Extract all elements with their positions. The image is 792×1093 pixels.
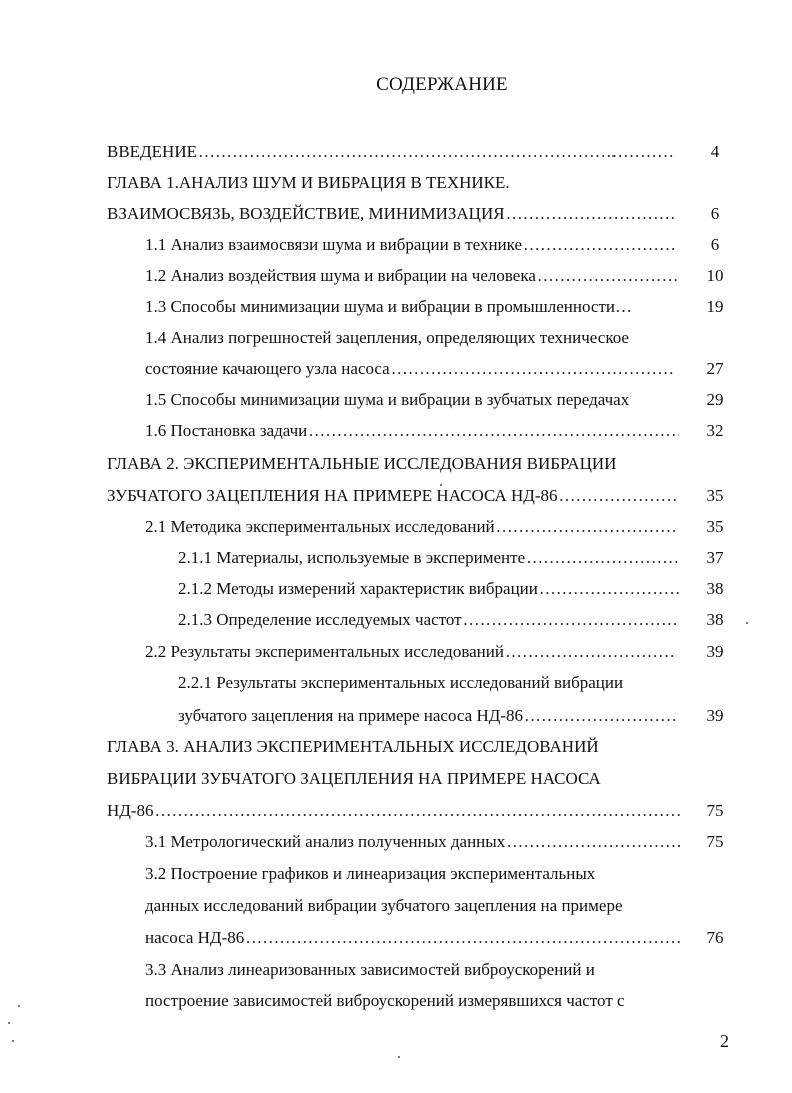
toc-entry-page: 6 xyxy=(710,204,720,223)
toc-entry-page: 29 xyxy=(706,390,724,409)
toc-entry-1-1[interactable] xyxy=(145,229,675,260)
leader-dots xyxy=(307,415,679,446)
toc-entry-page: 35 xyxy=(706,517,724,536)
toc-entry-3-2-line-1[interactable]: 3.2 Построение графиков и линеаризация экспериментальных xyxy=(145,864,596,883)
page-title: СОДЕРЖАНИЕ xyxy=(376,74,508,95)
toc-entry-text: ВВЕДЕНИЕ xyxy=(107,142,197,161)
toc-entry-3-2-line-3[interactable] xyxy=(145,922,681,953)
toc-entry-chapter-1-line-1[interactable]: ГЛАВА 1.АНАЛИЗ ШУМ И ВИБРАЦИЯ В ТЕХНИКЕ. xyxy=(107,173,510,192)
scan-speck xyxy=(18,1005,20,1007)
toc-entry-2-1-1[interactable] xyxy=(178,542,680,573)
leader-dots xyxy=(558,480,679,511)
toc-entry-text: насоса НД-86 xyxy=(145,928,245,947)
toc-entry-text: 1.1 Анализ взаимосвязи шума и вибрации в технике xyxy=(145,235,523,254)
toc-entry-page: 19 xyxy=(706,297,724,316)
toc-entry-page: 32 xyxy=(706,421,724,440)
leader-dots xyxy=(462,604,680,635)
toc-entry-text: ВЗАИМОСВЯЗЬ, ВОЗДЕЙСТВИЕ, МИНИМИЗАЦИЯ xyxy=(107,204,505,223)
toc-entry-page: 38 xyxy=(706,579,724,598)
toc-entry-3-3-line-1[interactable]: 3.3 Анализ линеаризованных зависимостей виброускорений и xyxy=(145,960,595,979)
scan-speck xyxy=(440,484,442,486)
toc-entry-chapter-3-line-2[interactable]: ВИБРАЦИИ ЗУБЧАТОГО ЗАЦЕПЛЕНИЯ НА ПРИМЕРЕ НАСОСА xyxy=(107,769,601,788)
toc-entry-2-2-1-line-1[interactable]: 2.2.1 Результаты экспериментальных исследований вибрации xyxy=(178,673,624,692)
toc-entry-page: 37 xyxy=(706,548,724,567)
leader-dots xyxy=(536,260,679,291)
toc-entry-2-2-1-line-2[interactable] xyxy=(178,700,676,731)
toc-entry-text: 2.1.2 Методы измерений характеристик вибрации xyxy=(178,579,538,598)
toc-entry-text: 1.6 Постановка задачи xyxy=(145,421,308,440)
toc-entry-text: зубчатого зацепления на примере насоса НД-86 xyxy=(178,706,523,725)
toc-entry-text: 2.2 Результаты экспериментальных исследований xyxy=(145,642,504,661)
toc-entry-page: 4 xyxy=(710,142,720,161)
toc-entry-1-2[interactable] xyxy=(145,260,679,291)
toc-entry-text: 2.1.1 Материалы, используемые в эксперименте xyxy=(178,548,526,567)
toc-entry-1-5[interactable]: 1.5 Способы минимизации шума и вибрации в зубчатых передачах xyxy=(145,390,630,409)
page-number: 2 xyxy=(720,1031,729,1051)
toc-entry-page: 6 xyxy=(710,235,720,254)
toc-entry-chapter-3-line-3[interactable] xyxy=(107,795,681,826)
toc-entry-page: 35 xyxy=(706,486,724,505)
leader-dots xyxy=(522,229,675,260)
toc-entry-introduction[interactable] xyxy=(107,136,675,167)
toc-entry-text: 1.2 Анализ воздействия шума и вибрации на человека xyxy=(145,266,536,285)
toc-entry-1-4-line-2[interactable] xyxy=(145,353,675,384)
toc-entry-2-2[interactable] xyxy=(145,636,677,667)
toc-entry-1-4-line-1[interactable]: 1.4 Анализ погрешностей зацепления, определяющих техническое xyxy=(145,328,629,347)
toc-entry-text: 3.1 Метрологический анализ полученных данных xyxy=(145,832,506,851)
toc-entry-2-1-2[interactable] xyxy=(178,573,680,604)
leader-dots xyxy=(504,636,677,667)
toc-entry-page: 39 xyxy=(706,642,724,661)
toc-entry-2-1[interactable] xyxy=(145,511,677,542)
scan-speck xyxy=(12,1040,14,1042)
leader-dots xyxy=(523,700,676,731)
leader-dots xyxy=(505,198,675,229)
leader-dots xyxy=(525,542,680,573)
toc-entry-page: 38 xyxy=(706,610,724,629)
toc-entry-1-3[interactable]: 1.3 Способы минимизации шума и вибрации в промышленности… xyxy=(145,297,632,316)
leader-dots xyxy=(505,826,681,857)
toc-entry-3-2-line-2[interactable]: данных исследований вибрации зубчатого зацепления на примере xyxy=(145,896,623,915)
toc-entry-text: состояние качающего узла насоса xyxy=(145,359,390,378)
toc-entry-text: НД-86 xyxy=(107,801,154,820)
toc-entry-1-6[interactable] xyxy=(145,415,679,446)
toc-entry-chapter-2-line-1[interactable]: ГЛАВА 2. ЭКСПЕРИМЕНТАЛЬНЫЕ ИССЛЕДОВАНИЯ ВИБРАЦИИ xyxy=(107,454,617,473)
toc-entry-text: 2.1.3 Определение исследуемых частот xyxy=(178,610,462,629)
toc-entry-2-1-3[interactable] xyxy=(178,604,680,635)
leader-dots xyxy=(495,511,677,542)
leader-dots xyxy=(197,136,675,167)
toc-entry-3-3-line-2[interactable]: построение зависимостей виброускорений измерявшихся частот с xyxy=(145,991,625,1010)
scan-speck xyxy=(746,622,748,624)
toc-entry-chapter-2-line-2[interactable] xyxy=(107,480,679,511)
toc-entry-text: 2.1 Методика экспериментальных исследований xyxy=(145,517,495,536)
leader-dots xyxy=(244,922,681,953)
toc-entry-page: 39 xyxy=(706,706,724,725)
toc-entry-page: 10 xyxy=(706,266,724,285)
toc-entry-chapter-1-line-2[interactable] xyxy=(107,198,675,229)
toc-entry-page: 27 xyxy=(706,359,724,378)
leader-dots xyxy=(390,353,675,384)
scan-speck xyxy=(612,155,614,157)
toc-entry-3-1[interactable] xyxy=(145,826,681,857)
scan-speck xyxy=(8,1022,10,1024)
leader-dots xyxy=(154,795,681,826)
toc-entry-page: 75 xyxy=(706,832,724,851)
toc-entry-page: 75 xyxy=(706,801,724,820)
toc-entry-chapter-3-line-1[interactable]: ГЛАВА 3. АНАЛИЗ ЭКСПЕРИМЕНТАЛЬНЫХ ИССЛЕДОВАНИЙ xyxy=(107,737,599,756)
scan-speck xyxy=(398,1056,400,1058)
leader-dots xyxy=(538,573,680,604)
toc-entry-page: 76 xyxy=(706,928,724,947)
toc-entry-text: ЗУБЧАТОГО ЗАЦЕПЛЕНИЯ НА ПРИМЕРЕ НАСОСА НД-86 xyxy=(107,486,558,505)
